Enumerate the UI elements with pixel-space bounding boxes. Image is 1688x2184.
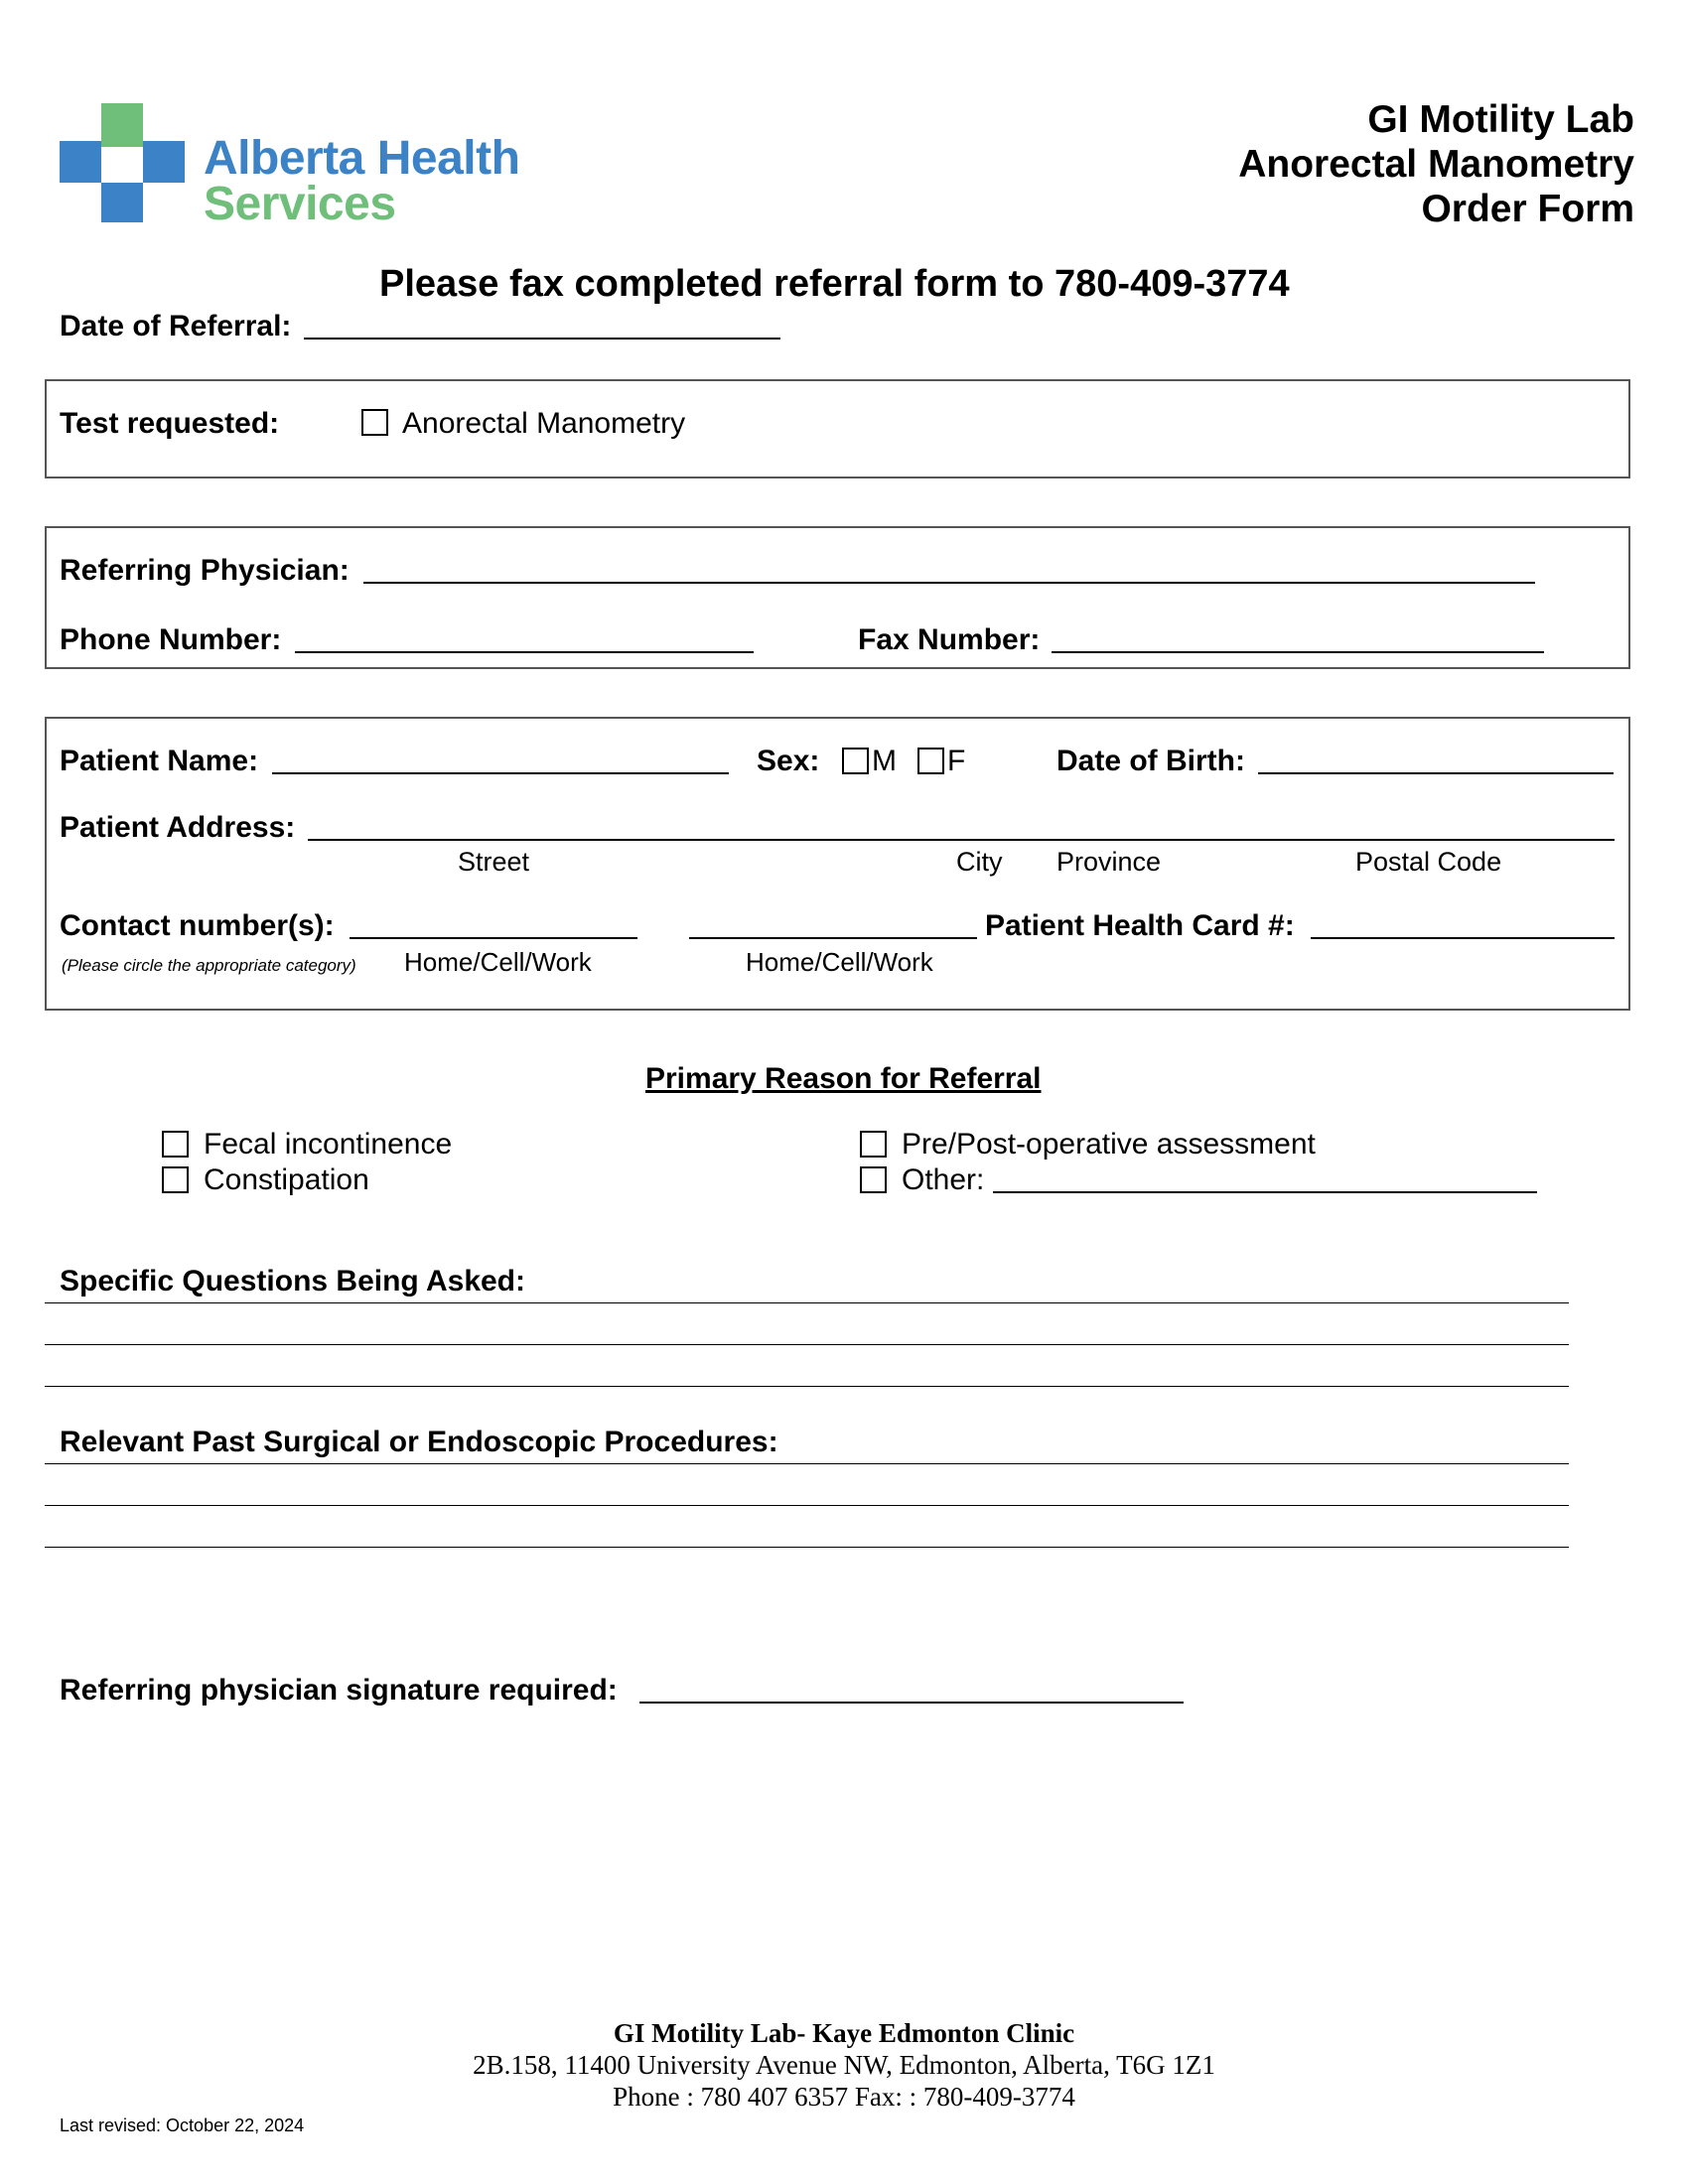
- sex-m-label: M: [872, 745, 897, 777]
- footer-clinic: GI Motility Lab- Kaye Edmonton Clinic: [613, 2018, 1075, 2048]
- procedures-line-1[interactable]: [45, 1463, 1569, 1464]
- contact-note: (Please circle the appropriate category): [62, 956, 356, 975]
- pre-post-operative-label: Pre/Post-operative assessment: [902, 1128, 1316, 1160]
- sex-f-checkbox[interactable]: [917, 748, 944, 774]
- physician-section: [45, 526, 1630, 669]
- health-card-field[interactable]: [1311, 937, 1615, 939]
- ahs-logo-icon: [60, 99, 189, 224]
- procedures-line-3[interactable]: [45, 1547, 1569, 1548]
- constipation-label: Constipation: [204, 1163, 369, 1196]
- logo-text-line2: Services: [204, 178, 396, 230]
- fecal-incontinence-checkbox[interactable]: [162, 1131, 189, 1158]
- footer-phone: Phone : 780 407 6357 Fax: : 780-409-3774: [613, 2082, 1075, 2112]
- anorectal-manometry-label: Anorectal Manometry: [402, 407, 686, 440]
- sex-label: Sex:: [757, 745, 820, 777]
- test-requested-section: [45, 379, 1630, 478]
- patient-name-label: Patient Name:: [60, 745, 259, 777]
- title-line3: Order Form: [1421, 188, 1634, 230]
- logo-text-line1: Alberta Health: [204, 132, 520, 185]
- procedures-label: Relevant Past Surgical or Endoscopic Procedures:: [60, 1426, 778, 1458]
- contact-numbers-label: Contact number(s):: [60, 909, 335, 942]
- constipation-checkbox[interactable]: [162, 1166, 189, 1193]
- title-line1: GI Motility Lab: [1367, 98, 1634, 141]
- footer-address: 2B.158, 11400 University Avenue NW, Edmonton, Alberta, T6G 1Z1: [473, 2050, 1215, 2080]
- specific-questions-line-1[interactable]: [45, 1302, 1569, 1303]
- pre-post-operative-checkbox[interactable]: [860, 1131, 887, 1158]
- contact-number-field-1[interactable]: [350, 937, 637, 939]
- contact-number-field-2[interactable]: [689, 937, 977, 939]
- phone-number-label: Phone Number:: [60, 623, 282, 656]
- home-cell-work-caption-1: Home/Cell/Work: [404, 947, 592, 977]
- province-caption: Province: [1056, 847, 1162, 877]
- fax-notice: Please fax completed referral form to 780-409-3774: [379, 263, 1290, 305]
- other-checkbox[interactable]: [860, 1166, 887, 1193]
- date-of-referral-field[interactable]: [304, 338, 780, 340]
- other-field[interactable]: [993, 1191, 1537, 1193]
- patient-name-field[interactable]: [272, 772, 729, 774]
- fecal-incontinence-label: Fecal incontinence: [204, 1128, 453, 1160]
- fax-number-field[interactable]: [1052, 651, 1544, 653]
- title-line2: Anorectal Manometry: [1238, 143, 1634, 186]
- date-of-birth-label: Date of Birth:: [1056, 745, 1245, 777]
- specific-questions-line-3[interactable]: [45, 1386, 1569, 1387]
- specific-questions-line-2[interactable]: [45, 1344, 1569, 1345]
- sex-m-checkbox[interactable]: [842, 748, 869, 774]
- date-of-referral-label: Date of Referral:: [60, 310, 292, 342]
- patient-address-label: Patient Address:: [60, 811, 296, 844]
- health-card-label: Patient Health Card #:: [985, 909, 1295, 942]
- signature-field[interactable]: [639, 1702, 1184, 1704]
- date-of-birth-field[interactable]: [1258, 772, 1614, 774]
- phone-number-field[interactable]: [295, 651, 754, 653]
- anorectal-manometry-checkbox[interactable]: [361, 409, 388, 436]
- patient-address-field[interactable]: [308, 839, 1615, 841]
- street-caption: Street: [458, 847, 530, 877]
- fax-number-label: Fax Number:: [858, 623, 1041, 656]
- primary-reason-heading: Primary Reason for Referral: [645, 1062, 1042, 1095]
- postal-code-caption: Postal Code: [1355, 847, 1502, 877]
- sex-f-label: F: [947, 745, 966, 777]
- page-title: [1238, 97, 1634, 231]
- signature-label: Referring physician signature required:: [60, 1674, 618, 1706]
- home-cell-work-caption-2: Home/Cell/Work: [746, 947, 933, 977]
- procedures-line-2[interactable]: [45, 1505, 1569, 1506]
- referring-physician-label: Referring Physician:: [60, 554, 350, 587]
- other-label: Other:: [902, 1163, 985, 1196]
- referring-physician-field[interactable]: [363, 582, 1535, 584]
- footer-address-block: [0, 2017, 1688, 2113]
- specific-questions-label: Specific Questions Being Asked:: [60, 1265, 525, 1297]
- last-revised: Last revised: October 22, 2024: [60, 2116, 305, 2135]
- test-requested-label: Test requested:: [60, 407, 280, 440]
- city-caption: City: [956, 847, 1003, 877]
